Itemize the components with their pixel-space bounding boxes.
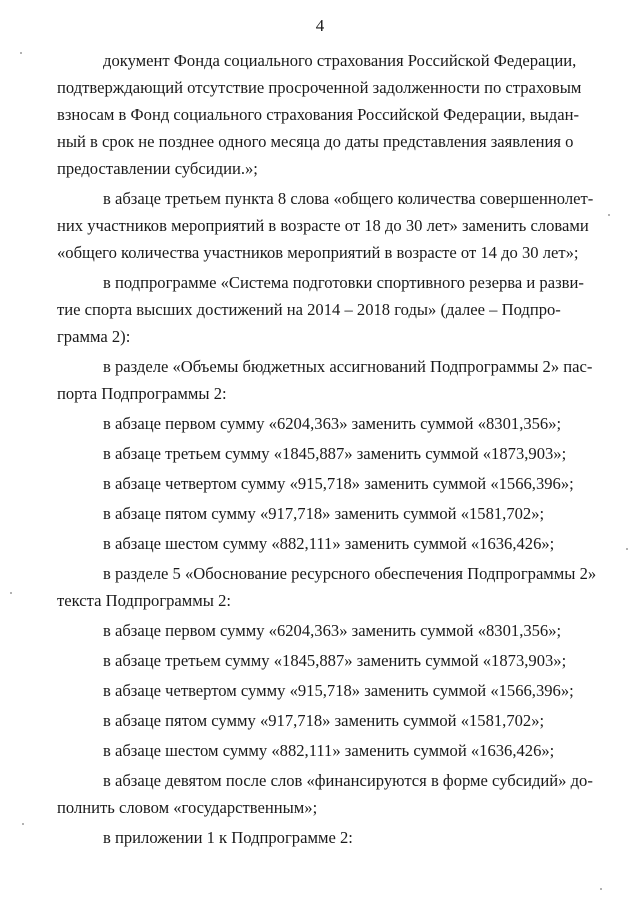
- text-line: грамма 2):: [57, 327, 131, 346]
- amendment-line: [57, 470, 574, 497]
- text-line: в абзаце первом сумму «6204,363» заменить суммой «8301,356»;: [103, 621, 562, 640]
- scan-speck: [608, 214, 610, 216]
- text-line: «общего количества участников мероприятий в возрасте от 14 до 30 лет»;: [57, 243, 579, 262]
- paragraph-fss-document: [57, 47, 582, 182]
- text-line: текста Подпрограммы 2:: [57, 591, 231, 610]
- paragraph-passport-section: [57, 353, 593, 407]
- paragraph-item-8: [57, 185, 594, 266]
- text-line: подтверждающий отсутствие просроченной задолженности по страховым: [57, 78, 582, 97]
- document-body: [57, 47, 597, 851]
- text-line: порта Подпрограммы 2:: [57, 384, 227, 403]
- text-line: в абзаце третьем сумму «1845,887» заменить суммой «1873,903»;: [103, 651, 567, 670]
- text-line: в абзаце пятом сумму «917,718» заменить суммой «1581,702»;: [103, 504, 545, 523]
- page-number: 4: [315, 16, 325, 35]
- amendment-line: [57, 647, 567, 674]
- text-line: в абзаце девятом после слов «финансируются в форме субсидий» до-: [103, 771, 593, 790]
- text-line: в абзаце шестом сумму «882,111» заменить суммой «1636,426»;: [103, 741, 555, 760]
- text-line: в абзаце первом сумму «6204,363» заменить суммой «8301,356»;: [103, 414, 562, 433]
- paragraph-ninth: [57, 767, 593, 821]
- text-line: в абзаце четвертом сумму «915,718» заменить суммой «1566,396»;: [103, 474, 574, 493]
- paragraph-subprogram-2: [57, 269, 584, 350]
- text-line: документ Фонда социального страхования Российской Федерации,: [103, 51, 577, 70]
- text-line: полнить словом «государственным»;: [57, 798, 318, 817]
- text-line: в абзаце третьем пункта 8 слова «общего количества совершеннолет-: [103, 189, 594, 208]
- text-line: в подпрограмме «Система подготовки спортивного резерва и разви-: [103, 273, 584, 292]
- amendment-line: [57, 737, 557, 764]
- amendment-line: [57, 410, 562, 437]
- scan-speck: [626, 548, 628, 550]
- scan-speck: [22, 823, 24, 825]
- text-line: взносам в Фонд социального страхования Российской Федерации, выдан-: [57, 105, 579, 124]
- text-line: в приложении 1 к Подпрограмме 2:: [103, 828, 353, 847]
- scan-speck: [10, 592, 12, 594]
- text-line: тие спорта высших достижений на 2014 – 2018 годы» (далее – Подпро-: [57, 300, 561, 319]
- scan-speck: [20, 52, 22, 54]
- text-line: в абзаце пятом сумму «917,718» заменить суммой «1581,702»;: [103, 711, 545, 730]
- text-line: предоставлении субсидии.»;: [57, 159, 258, 178]
- text-line: в абзаце шестом сумму «882,111» заменить суммой «1636,426»;: [103, 534, 555, 553]
- text-line: в разделе 5 «Обоснование ресурсного обеспечения Подпрограммы 2»: [103, 564, 597, 583]
- text-line: в абзаце четвертом сумму «915,718» заменить суммой «1566,396»;: [103, 681, 574, 700]
- amendment-line: [57, 617, 562, 644]
- paragraph-appendix-1: [57, 824, 557, 851]
- scan-speck: [600, 888, 602, 890]
- amendment-line: [57, 500, 557, 527]
- amendment-line: [57, 677, 574, 704]
- text-line: ный в срок не позднее одного месяца до даты представления заявления о: [57, 132, 574, 151]
- text-line: в абзаце третьем сумму «1845,887» заменить суммой «1873,903»;: [103, 444, 567, 463]
- amendment-line: [57, 530, 557, 557]
- text-line: в разделе «Объемы бюджетных ассигнований Подпрограммы 2» пас-: [103, 357, 593, 376]
- paragraph-section-5: [57, 560, 597, 614]
- amendment-line: [57, 707, 557, 734]
- text-line: них участников мероприятий в возрасте от 18 до 30 лет» заменить словами: [57, 216, 589, 235]
- amendment-line: [57, 440, 567, 467]
